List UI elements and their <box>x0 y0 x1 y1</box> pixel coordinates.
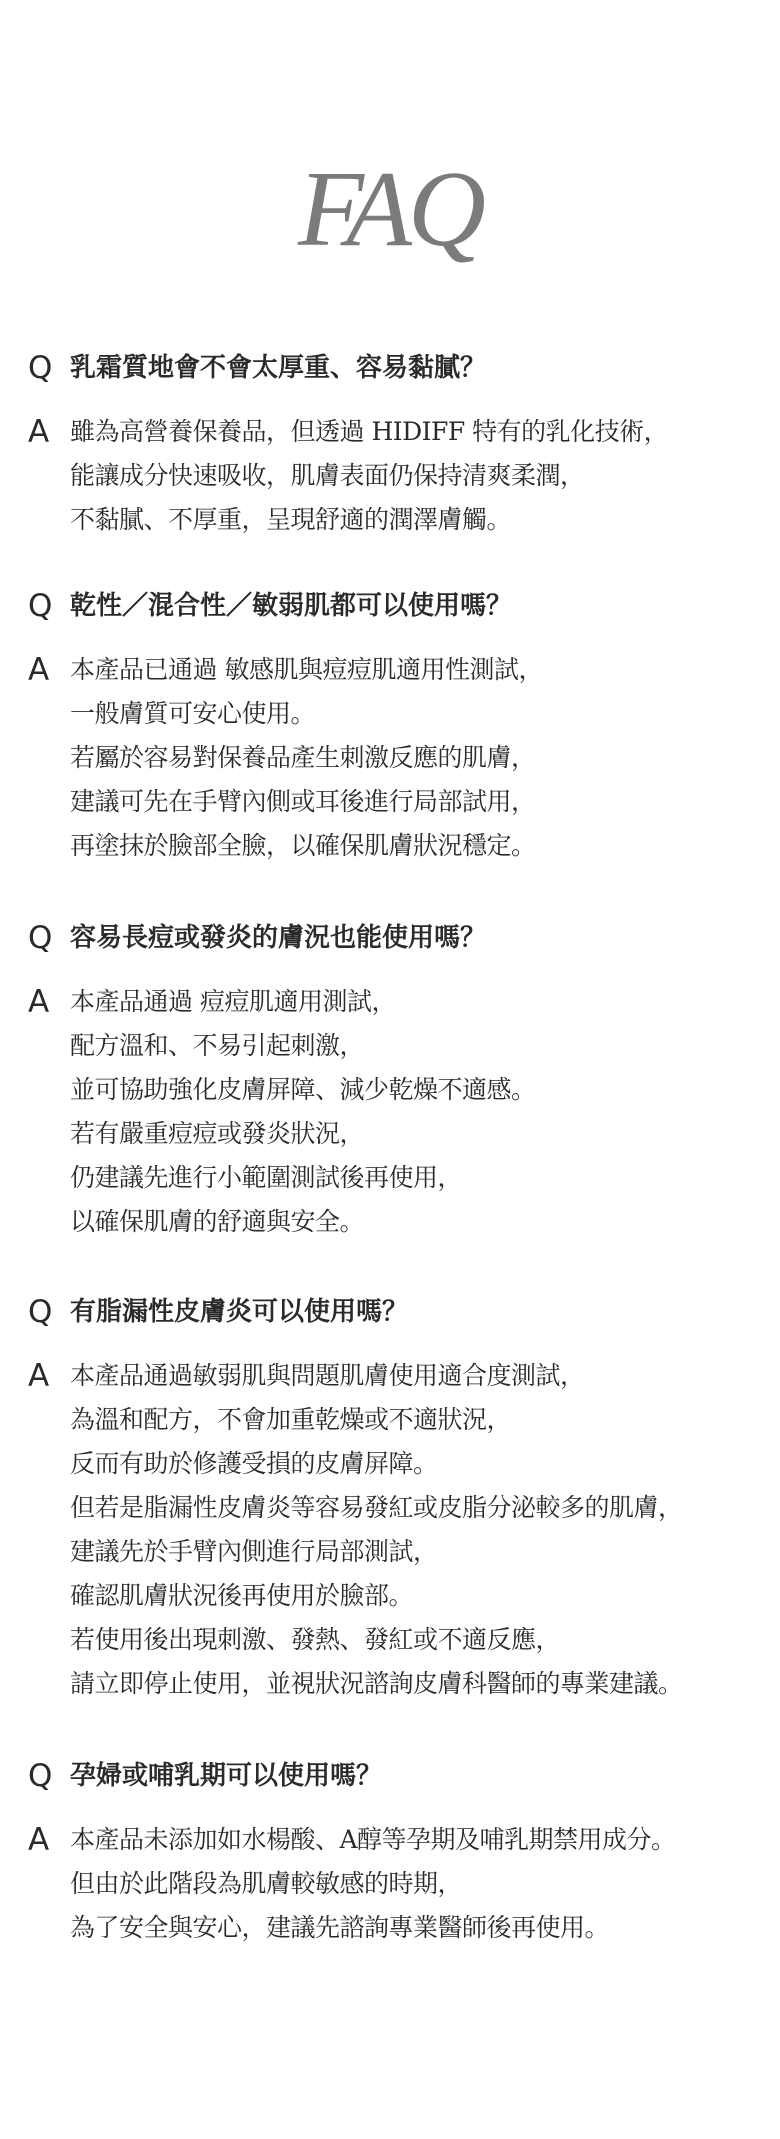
question-row <box>28 1290 768 1334</box>
answer-line: 再塗抹於臉部全臉，以確保肌膚狀況穩定。 <box>70 831 536 860</box>
question-marker: Q <box>28 1294 53 1330</box>
answer-line: 配方溫和、不易引起刺激， <box>70 1031 365 1060</box>
question-row <box>28 1754 768 1798</box>
answer-row <box>28 410 768 542</box>
answer-line: 本產品通過敏弱肌與問題肌膚使用適合度測試， <box>70 1361 585 1390</box>
answer-marker: A <box>28 1358 50 1394</box>
answer-line: 建議可先在手臂內側或耳後進行局部試用， <box>70 787 536 816</box>
question-marker: Q <box>28 1758 53 1794</box>
faq-item-2 <box>28 584 768 868</box>
question-marker: Q <box>28 350 53 386</box>
answer-line: 若使用後出現刺激、發熱、發紅或不適反應， <box>70 1625 561 1654</box>
answer-line: 反而有助於修護受損的皮膚屏障。 <box>70 1449 438 1478</box>
question-text: 乳霜質地會不會太厚重、容易黏膩？ <box>70 353 487 383</box>
answer-marker: A <box>28 652 50 688</box>
answer-line: 若屬於容易對保養品產生刺激反應的肌膚， <box>70 743 536 772</box>
question-row <box>28 584 768 628</box>
answer-row <box>28 648 768 868</box>
faq-item-5 <box>28 1754 768 1950</box>
answer-line: 以確保肌膚的舒適與安全。 <box>70 1207 365 1236</box>
question-text: 容易長痘或發炎的膚況也能使用嗎？ <box>70 923 487 953</box>
faq-item-4 <box>28 1290 768 1706</box>
answer-text <box>70 1818 676 1950</box>
faq-title: FAQ <box>297 150 482 269</box>
answer-line: 請立即停止使用，並視狀況諮詢皮膚科醫師的專業建議。 <box>70 1669 683 1698</box>
answer-line: 建議先於手臂內側進行局部測試， <box>70 1537 438 1566</box>
question-text: 有脂漏性皮膚炎可以使用嗎？ <box>70 1297 409 1327</box>
answer-line: 並可協助強化皮膚屏障、減少乾燥不適感。 <box>70 1075 536 1104</box>
answer-marker: A <box>28 984 50 1020</box>
answer-line: 仍建議先進行小範圍測試後再使用， <box>70 1163 463 1192</box>
answer-line: 雖為高營養保養品，但透過 HIDIFF 特有的乳化技術， <box>70 417 669 446</box>
answer-line: 本產品已通過 敏感肌與痘痘肌適用性測試， <box>70 655 543 684</box>
answer-line: 本產品未添加如水楊酸、A醇等孕期及哺乳期禁用成分。 <box>70 1825 676 1854</box>
answer-row <box>28 980 768 1244</box>
answer-text <box>70 980 536 1244</box>
answer-line: 不黏膩、不厚重，呈現舒適的潤澤膚觸。 <box>70 505 512 534</box>
answer-line: 本產品通過 痘痘肌適用測試， <box>70 987 396 1016</box>
answer-line: 為了安全與安心，建議先諮詢專業醫師後再使用。 <box>70 1913 610 1942</box>
answer-marker: A <box>28 1822 50 1858</box>
answer-row <box>28 1818 768 1950</box>
answer-row <box>28 1354 768 1706</box>
answer-line: 確認肌膚狀況後再使用於臉部。 <box>70 1581 414 1610</box>
faq-item-1 <box>28 346 768 542</box>
answer-line: 但若是脂漏性皮膚炎等容易發紅或皮脂分泌較多的肌膚， <box>70 1493 683 1522</box>
answer-line: 一般膚質可安心使用。 <box>70 699 316 728</box>
answer-line: 若有嚴重痘痘或發炎狀況， <box>70 1119 365 1148</box>
answer-line: 為溫和配方，不會加重乾燥或不適狀況， <box>70 1405 512 1434</box>
question-marker: Q <box>28 588 53 624</box>
question-marker: Q <box>28 920 53 956</box>
faq-item-3 <box>28 916 768 1244</box>
answer-marker: A <box>28 414 50 450</box>
question-row <box>28 916 768 960</box>
answer-text <box>70 648 543 868</box>
answer-text <box>70 1354 683 1706</box>
question-text: 乾性／混合性／敏弱肌都可以使用嗎？ <box>70 591 513 621</box>
question-text: 孕婦或哺乳期可以使用嗎？ <box>70 1761 383 1791</box>
answer-text <box>70 410 668 542</box>
answer-line: 但由於此階段為肌膚較敏感的時期， <box>70 1869 463 1898</box>
answer-line: 能讓成分快速吸收，肌膚表面仍保持清爽柔潤， <box>70 461 585 490</box>
question-row <box>28 346 768 390</box>
